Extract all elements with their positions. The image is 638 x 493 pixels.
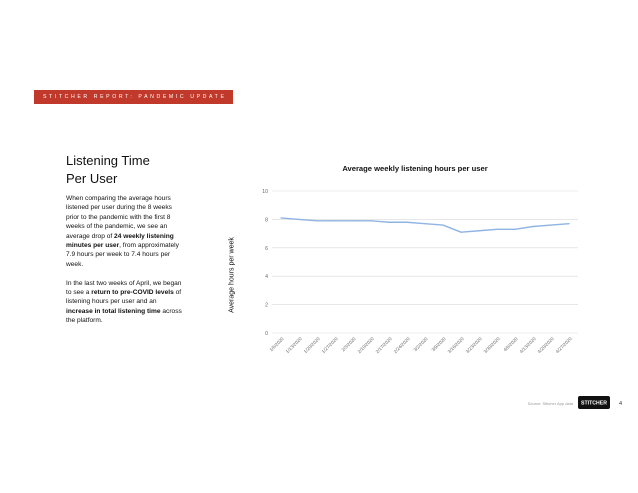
p2-text-c: of listening hours per user and an: [66, 289, 182, 306]
x-tick-label: 1/20/2020: [302, 336, 321, 355]
p1-text-a: When comparing the average hours listened per user during the 8 weeks prior to the pandemic with the first 8 weeks of the pandemic, we see an average drop of: [66, 195, 172, 240]
p2-bold-d: increase in total listening time: [66, 307, 161, 315]
x-tick-label: 3/16/2020: [446, 336, 465, 355]
x-tick-label: 2/10/2020: [356, 336, 375, 355]
x-tick-label: 1/6/2020: [268, 336, 285, 353]
p2-text-a: In the last two weeks of April, we began to see a: [66, 279, 182, 297]
x-tick-label: 2/17/2020: [374, 336, 393, 355]
data-point: [352, 220, 353, 221]
data-point: [550, 224, 551, 225]
paragraph-1: [66, 194, 184, 269]
data-point: [532, 226, 533, 227]
chart-y-axis-label: Average hours per week: [228, 237, 236, 313]
x-tick-label: 1/27/2020: [320, 336, 339, 355]
page-number: 4: [619, 401, 623, 407]
logo-text: STITCHER: [581, 400, 607, 407]
chart-title: Average weekly listening hours per user: [342, 164, 488, 173]
description-text: [66, 194, 184, 335]
x-tick-label: 1/13/2020: [284, 336, 303, 355]
x-tick-label: 4/6/2020: [502, 336, 519, 353]
paragraph-2: [66, 279, 184, 326]
x-tick-label: 3/30/2020: [482, 336, 501, 355]
x-tick-label: 2/3/2020: [340, 336, 357, 353]
series-line: [281, 218, 569, 232]
p1-text-c: , from approximately 7.9 hours per week to 7.4 hours per week.: [66, 242, 179, 268]
data-point: [388, 222, 389, 223]
y-tick-label: 6: [265, 245, 268, 252]
stitcher-logo: [578, 396, 610, 409]
line-chart: [250, 180, 590, 380]
x-tick-label: 3/23/2020: [464, 336, 483, 355]
data-point: [478, 230, 479, 231]
section-banner: [34, 90, 233, 104]
y-tick-label: 2: [265, 302, 268, 309]
p2-bold-b: return to pre-COVID levels: [91, 289, 174, 297]
data-point: [334, 220, 335, 221]
y-tick-label: 0: [265, 331, 268, 337]
data-point: [406, 222, 407, 223]
data-point: [280, 217, 281, 218]
x-tick-label: 3/9/2020: [430, 336, 447, 353]
data-point: [424, 223, 425, 224]
data-point: [442, 224, 443, 225]
data-point: [298, 219, 299, 220]
data-point: [496, 229, 497, 230]
y-tick-label: 10: [262, 189, 268, 195]
x-tick-label: 4/20/2020: [536, 336, 555, 355]
data-point: [370, 220, 371, 221]
y-tick-label: 4: [265, 274, 268, 281]
p1-bold: 24 weekly listening minutes per user: [66, 232, 174, 250]
source-note: Source: Stitcher App data: [527, 401, 573, 406]
x-tick-label: 4/27/2020: [554, 336, 573, 355]
title-line-1: Listening Time: [66, 153, 150, 168]
data-point: [316, 220, 317, 221]
data-point: [460, 232, 461, 233]
y-tick-label: 8: [265, 217, 268, 224]
x-tick-label: 3/2/2020: [412, 336, 429, 353]
data-point: [514, 229, 515, 230]
x-tick-label: 2/24/2020: [392, 336, 411, 355]
x-tick-label: 4/13/2020: [518, 336, 537, 355]
title-line-2: Per User: [66, 171, 118, 186]
p2-text-e: across the platform.: [66, 307, 182, 325]
banner-text: STITCHER REPORT: PANDEMIC UPDATE: [43, 94, 227, 100]
page-title: [66, 152, 206, 188]
data-point: [568, 223, 569, 224]
